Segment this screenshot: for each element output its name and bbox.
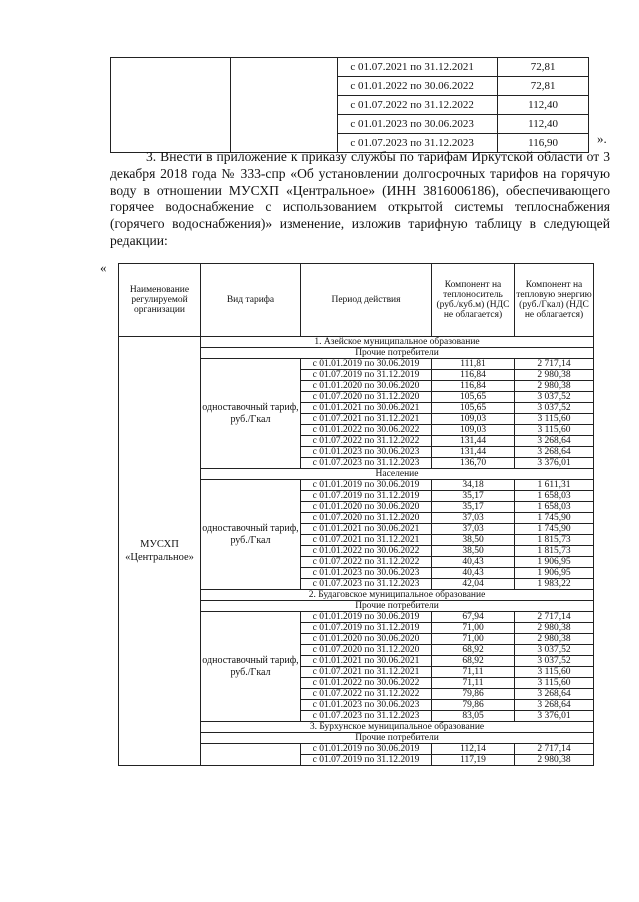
period-cell: с 01.07.2020 по 31.12.2020 bbox=[301, 392, 432, 403]
tariff-type-cell: одноставочный тариф, руб./Гкал bbox=[201, 480, 301, 590]
carrier-cell: 136,70 bbox=[432, 458, 515, 469]
energy-cell: 1 983,22 bbox=[515, 579, 594, 590]
period-cell: с 01.01.2019 по 30.06.2019 bbox=[301, 612, 432, 623]
org-cell bbox=[111, 58, 231, 153]
period-cell: с 01.07.2019 по 31.12.2019 bbox=[301, 491, 432, 502]
period-cell: с 01.07.2022 по 31.12.2022 bbox=[301, 689, 432, 700]
section-title: 3. Бурхунское муниципальное образование bbox=[201, 722, 594, 733]
energy-cell: 2 980,38 bbox=[515, 381, 594, 392]
period-cell: с 01.07.2019 по 31.12.2019 bbox=[301, 755, 432, 766]
tariff-type-cell: одноставочный тариф, руб./Гкал bbox=[201, 359, 301, 469]
table-header-row bbox=[119, 264, 594, 337]
consumer-group-title: Население bbox=[201, 469, 594, 480]
header-type: Вид тарифа bbox=[201, 264, 301, 337]
carrier-cell: 40,43 bbox=[432, 557, 515, 568]
carrier-cell: 112,14 bbox=[432, 744, 515, 755]
energy-cell: 3 115,60 bbox=[515, 678, 594, 689]
carrier-cell: 34,18 bbox=[432, 480, 515, 491]
value-cell: 116,90 bbox=[498, 134, 589, 153]
carrier-cell: 42,04 bbox=[432, 579, 515, 590]
period-cell: с 01.01.2021 по 30.06.2021 bbox=[301, 656, 432, 667]
section-title: 2. Будаговское муниципальное образование bbox=[201, 590, 594, 601]
period-cell: с 01.07.2020 по 31.12.2020 bbox=[301, 513, 432, 524]
carrier-cell: 68,92 bbox=[432, 645, 515, 656]
energy-cell: 3 115,60 bbox=[515, 425, 594, 436]
energy-cell: 3 037,52 bbox=[515, 403, 594, 414]
section-title: 1. Азейское муниципальное образование bbox=[201, 337, 594, 348]
type-cell bbox=[230, 58, 338, 153]
energy-cell: 1 906,95 bbox=[515, 568, 594, 579]
carrier-cell: 109,03 bbox=[432, 414, 515, 425]
header-carrier: Компонент на теплоноситель (руб./куб.м) (НДС не облагается) bbox=[432, 264, 515, 337]
energy-cell: 2 717,14 bbox=[515, 359, 594, 370]
carrier-cell: 71,00 bbox=[432, 623, 515, 634]
carrier-cell: 116,84 bbox=[432, 370, 515, 381]
period-cell: с 01.07.2022 по 31.12.2022 bbox=[338, 96, 498, 115]
carrier-cell: 83,05 bbox=[432, 711, 515, 722]
carrier-cell: 105,65 bbox=[432, 392, 515, 403]
energy-cell: 3 115,60 bbox=[515, 414, 594, 425]
period-cell: с 01.01.2020 по 30.06.2020 bbox=[301, 502, 432, 513]
period-cell: с 01.01.2020 по 30.06.2020 bbox=[301, 634, 432, 645]
energy-cell: 1 815,73 bbox=[515, 535, 594, 546]
energy-cell: 1 745,90 bbox=[515, 513, 594, 524]
energy-cell: 1 658,03 bbox=[515, 502, 594, 513]
energy-cell: 3 037,52 bbox=[515, 656, 594, 667]
carrier-cell: 37,03 bbox=[432, 513, 515, 524]
carrier-cell: 35,17 bbox=[432, 491, 515, 502]
carrier-cell: 40,43 bbox=[432, 568, 515, 579]
period-cell: с 01.01.2023 по 30.06.2023 bbox=[301, 447, 432, 458]
period-cell: с 01.01.2023 по 30.06.2023 bbox=[301, 700, 432, 711]
carrier-cell: 68,92 bbox=[432, 656, 515, 667]
header-org: Наименование регулируемой организации bbox=[119, 264, 201, 337]
period-cell: с 01.01.2023 по 30.06.2023 bbox=[338, 115, 498, 134]
period-cell: с 01.01.2022 по 30.06.2022 bbox=[301, 678, 432, 689]
carrier-cell: 71,11 bbox=[432, 678, 515, 689]
period-cell: с 01.01.2022 по 30.06.2022 bbox=[338, 77, 498, 96]
amendment-paragraph bbox=[110, 149, 610, 250]
tariff-table bbox=[118, 263, 594, 766]
energy-cell: 3 376,01 bbox=[515, 458, 594, 469]
carrier-cell: 71,11 bbox=[432, 667, 515, 678]
carrier-cell: 105,65 bbox=[432, 403, 515, 414]
energy-cell: 3 037,52 bbox=[515, 645, 594, 656]
energy-cell: 2 980,38 bbox=[515, 755, 594, 766]
carrier-cell: 117,19 bbox=[432, 755, 515, 766]
period-cell: с 01.07.2023 по 31.12.2023 bbox=[301, 711, 432, 722]
carrier-cell: 79,86 bbox=[432, 700, 515, 711]
energy-cell: 3 376,01 bbox=[515, 711, 594, 722]
carrier-cell: 111,81 bbox=[432, 359, 515, 370]
carrier-cell: 71,00 bbox=[432, 634, 515, 645]
carrier-cell: 35,17 bbox=[432, 502, 515, 513]
energy-cell: 2 717,14 bbox=[515, 612, 594, 623]
energy-cell: 1 745,90 bbox=[515, 524, 594, 535]
period-cell: с 01.07.2021 по 31.12.2021 bbox=[301, 414, 432, 425]
period-cell: с 01.07.2023 по 31.12.2023 bbox=[301, 579, 432, 590]
period-cell: с 01.07.2019 по 31.12.2019 bbox=[301, 370, 432, 381]
consumer-group-title: Прочие потребители bbox=[201, 601, 594, 612]
period-cell: с 01.01.2022 по 30.06.2022 bbox=[301, 425, 432, 436]
energy-cell: 3 268,64 bbox=[515, 447, 594, 458]
carrier-cell: 38,50 bbox=[432, 535, 515, 546]
energy-cell: 3 268,64 bbox=[515, 436, 594, 447]
period-cell: с 01.01.2019 по 30.06.2019 bbox=[301, 744, 432, 755]
carrier-cell: 37,03 bbox=[432, 524, 515, 535]
energy-cell: 1 815,73 bbox=[515, 546, 594, 557]
section-row bbox=[119, 337, 594, 348]
paragraph-text: 3. Внести в приложение к приказу службы по тарифам Иркутской области от 3 декабря 2018 года № 333-спр «Об установлении долгосрочных тарифов на горячую воду в отношении МУСХП «Центральное» (ИНН 3816006186), обеспечивающего горячее водоснабжение с использованием открытой системы теплоснабжения (горячего водоснабжения)» изменение, изложив тарифную таблицу в следующей редакции: bbox=[110, 149, 610, 248]
period-cell: с 01.01.2020 по 30.06.2020 bbox=[301, 381, 432, 392]
period-cell: с 01.07.2021 по 31.12.2021 bbox=[301, 667, 432, 678]
energy-cell: 2 717,14 bbox=[515, 744, 594, 755]
value-cell: 72,81 bbox=[498, 58, 589, 77]
period-cell: с 01.07.2022 по 31.12.2022 bbox=[301, 557, 432, 568]
carrier-cell: 109,03 bbox=[432, 425, 515, 436]
opening-quote: « bbox=[100, 260, 107, 275]
header-period: Период действия bbox=[301, 264, 432, 337]
carrier-cell: 67,94 bbox=[432, 612, 515, 623]
carrier-cell: 79,86 bbox=[432, 689, 515, 700]
period-cell: с 01.07.2020 по 31.12.2020 bbox=[301, 645, 432, 656]
carrier-cell: 131,44 bbox=[432, 447, 515, 458]
header-energy: Компонент на тепловую энергию (руб./Гкал) (НДС не облагается) bbox=[515, 264, 594, 337]
energy-cell: 2 980,38 bbox=[515, 623, 594, 634]
period-cell: с 01.01.2021 по 30.06.2021 bbox=[301, 403, 432, 414]
period-cell: с 01.07.2021 по 31.12.2021 bbox=[338, 58, 498, 77]
org-name-cell: МУСХП «Центральное» bbox=[119, 337, 201, 766]
energy-cell: 2 980,38 bbox=[515, 370, 594, 381]
energy-cell: 3 115,60 bbox=[515, 667, 594, 678]
carrier-cell: 131,44 bbox=[432, 436, 515, 447]
period-cell: с 01.01.2023 по 30.06.2023 bbox=[301, 568, 432, 579]
period-cell: с 01.01.2022 по 30.06.2022 bbox=[301, 546, 432, 557]
table-row bbox=[111, 58, 589, 77]
consumer-group-title: Прочие потребители bbox=[201, 348, 594, 359]
energy-cell: 2 980,38 bbox=[515, 634, 594, 645]
consumer-group-title: Прочие потребители bbox=[201, 733, 594, 744]
value-cell: 72,81 bbox=[498, 77, 589, 96]
previous-tariff-table-tail bbox=[110, 57, 589, 153]
carrier-cell: 116,84 bbox=[432, 381, 515, 392]
carrier-cell: 38,50 bbox=[432, 546, 515, 557]
period-cell: с 01.01.2019 по 30.06.2019 bbox=[301, 359, 432, 370]
energy-cell: 3 268,64 bbox=[515, 700, 594, 711]
period-cell: с 01.07.2022 по 31.12.2022 bbox=[301, 436, 432, 447]
value-cell: 112,40 bbox=[498, 115, 589, 134]
period-cell: с 01.07.2023 по 31.12.2023 bbox=[301, 458, 432, 469]
value-cell: 112,40 bbox=[498, 96, 589, 115]
period-cell: с 01.07.2019 по 31.12.2019 bbox=[301, 623, 432, 634]
period-cell: с 01.01.2019 по 30.06.2019 bbox=[301, 480, 432, 491]
closing-quote: ». bbox=[597, 131, 607, 146]
tariff-type-cell bbox=[201, 744, 301, 766]
period-cell: с 01.07.2021 по 31.12.2021 bbox=[301, 535, 432, 546]
energy-cell: 3 037,52 bbox=[515, 392, 594, 403]
energy-cell: 3 268,64 bbox=[515, 689, 594, 700]
energy-cell: 1 658,03 bbox=[515, 491, 594, 502]
energy-cell: 1 906,95 bbox=[515, 557, 594, 568]
tariff-type-cell: одноставочный тариф, руб./Гкал bbox=[201, 612, 301, 722]
energy-cell: 1 611,31 bbox=[515, 480, 594, 491]
period-cell: с 01.07.2023 по 31.12.2023 bbox=[338, 134, 498, 153]
period-cell: с 01.01.2021 по 30.06.2021 bbox=[301, 524, 432, 535]
